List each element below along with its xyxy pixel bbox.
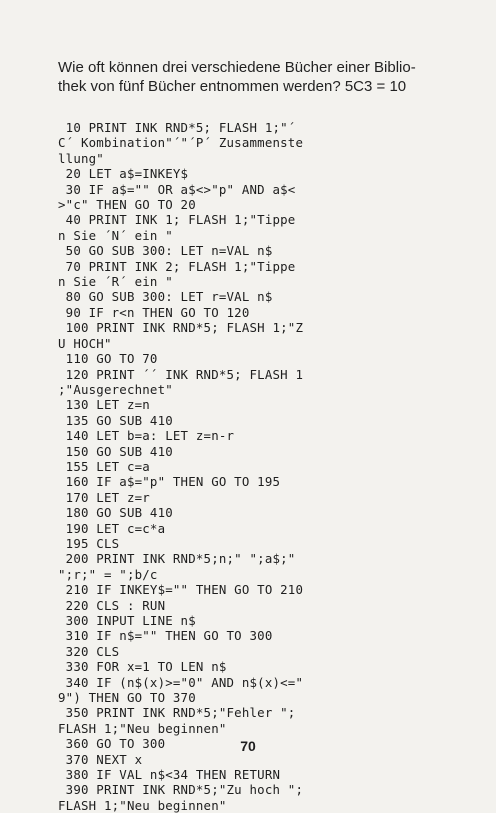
code-line: FLASH 1;"Neu beginnen"	[58, 797, 227, 813]
page-number: 70	[240, 738, 256, 754]
code-line: 140 LET b=a: LET z=n-r	[58, 428, 235, 444]
code-line: >"c" THEN GO TO 20	[58, 197, 196, 213]
code-line: n Sie ´N´ ein "	[58, 227, 173, 243]
code-line: U HOCH"	[58, 335, 112, 351]
code-line: ;"Ausgerechnet"	[58, 381, 173, 397]
code-line: 370 NEXT x	[58, 751, 143, 767]
code-line: 330 FOR x=1 TO LEN n$	[58, 659, 227, 675]
code-line: 195 CLS	[58, 535, 120, 551]
code-line: llung"	[58, 150, 104, 166]
code-line: 220 CLS : RUN	[58, 597, 166, 613]
code-line: 10 PRINT INK RND*5; FLASH 1;"´	[58, 120, 296, 135]
code-line: 90 IF r<n THEN GO TO 120	[58, 304, 250, 320]
code-line: 170 LET z=r	[58, 489, 150, 505]
code-line: 150 GO SUB 410	[58, 443, 173, 459]
intro-line-2: thek von fünf Bücher entnommen werden? 5C3 = 10	[58, 78, 407, 95]
code-line: 200 PRINT INK RND*5;n;" ";a$;"	[58, 551, 296, 567]
code-line: 20 LET a$=INKEY$	[58, 166, 189, 182]
code-line: C´ Kombination"´"´P´ Zusammenste	[58, 135, 304, 151]
code-line: 30 IF a$="" OR a$<>"p" AND a$<	[58, 181, 296, 197]
code-line: 340 IF (n$(x)>="0" AND n$(x)<="	[58, 674, 304, 690]
code-line: ";r;" = ";b/c	[58, 566, 158, 582]
code-line: 380 IF VAL n$<34 THEN RETURN	[58, 767, 281, 783]
code-line: 40 PRINT INK 1; FLASH 1;"Tippe	[58, 212, 296, 228]
intro-paragraph	[58, 58, 478, 96]
code-line: FLASH 1;"Neu beginnen"	[58, 720, 227, 736]
code-line: 190 LET c=c*a	[58, 520, 166, 536]
code-line: 110 GO TO 70	[58, 351, 158, 367]
code-line: 310 IF n$="" THEN GO TO 300	[58, 628, 273, 644]
code-line: 320 CLS	[58, 643, 120, 659]
intro-line-1: Wie oft können drei verschiedene Bücher einer Biblio-	[58, 59, 416, 76]
code-line: 50 GO SUB 300: LET n=VAL n$	[58, 243, 273, 259]
basic-program-listing	[58, 120, 478, 813]
code-line: n Sie ´R´ ein "	[58, 274, 173, 290]
code-line: 160 IF a$="p" THEN GO TO 195	[58, 474, 281, 490]
code-line: 70 PRINT INK 2; FLASH 1;"Tippe	[58, 258, 296, 274]
code-line: 155 LET c=a	[58, 458, 150, 474]
code-line: 135 GO SUB 410	[58, 412, 173, 428]
code-line: 130 LET z=n	[58, 397, 150, 413]
code-line: 120 PRINT ´´ INK RND*5; FLASH 1	[58, 366, 304, 382]
code-line: 350 PRINT INK RND*5;"Fehler ";	[58, 705, 296, 721]
code-line: 390 PRINT INK RND*5;"Zu hoch ";	[58, 782, 304, 798]
code-line: 210 IF INKEY$="" THEN GO TO 210	[58, 582, 304, 598]
code-line: 300 INPUT LINE n$	[58, 613, 196, 628]
code-line: 360 GO TO 300	[58, 736, 166, 752]
code-line: 180 GO SUB 410	[58, 505, 173, 521]
code-line: 80 GO SUB 300: LET r=VAL n$	[58, 289, 273, 305]
code-line: 9") THEN GO TO 370	[58, 690, 196, 706]
code-line: 100 PRINT INK RND*5; FLASH 1;"Z	[58, 320, 304, 336]
